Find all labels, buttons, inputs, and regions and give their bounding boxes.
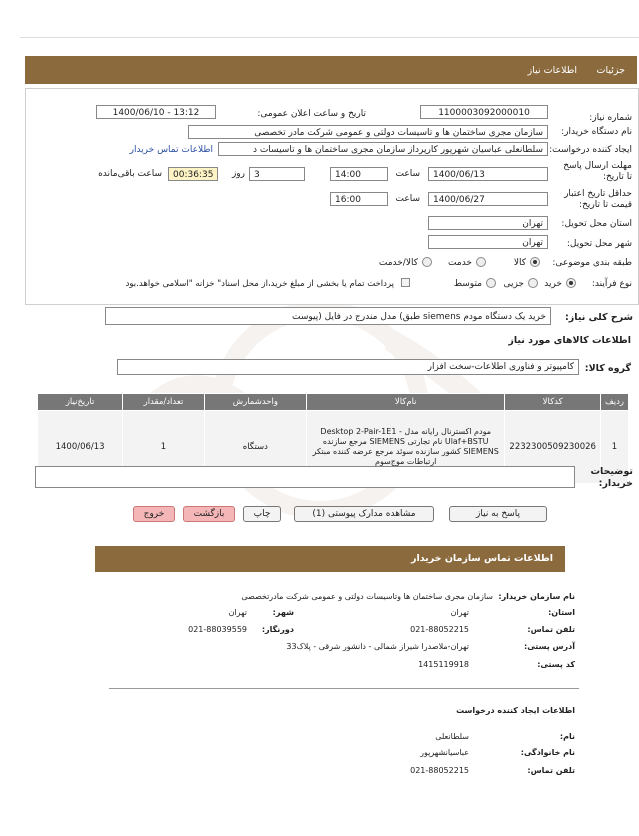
process-label: نوع فرآیند: [591,279,632,289]
buyer-notes-field [35,466,575,488]
requester-label: ایجاد کننده درخواست: [549,145,632,155]
deadline-date-field: 1400/06/13 [428,167,548,181]
reply-button[interactable]: پاسخ به نیاز [449,506,547,522]
city-field: تهران [428,235,548,249]
cell-date: 1400/06/13 [38,411,123,484]
category-goods-label: کالا [513,258,526,268]
creator-family: عباسیانشهرپور [420,748,469,757]
cell-name: مودم اکسترنال رایانه مدل Desktop 2-Pair-1E1 -Ulaf+BSTU نام تجارتی SIEMENS مرجع سازنده SIEMENS کشور سازنده سوئد مرجع عرضه کننده مبتکر ارتباطات موج‌سوم [306,411,504,484]
contact-fax-label: دورنگار: [261,625,294,634]
col-name: نام‌کالا [306,394,504,411]
days-label: روز [231,169,245,179]
print-button[interactable]: چاپ [243,506,281,522]
contact-phone: 021-88052215 [410,625,469,634]
province-label: استان محل تحویل: [561,219,632,229]
remaining-time-label: ساعت باقی‌مانده [98,169,162,179]
cell-qty: 1 [123,411,205,484]
col-qty: تعداد/مقدار [123,394,205,411]
col-unit: واحدشمارش [204,394,306,411]
buyer-contact-link[interactable]: اطلاعات تماس خریدار [129,145,213,155]
description-field: خرید یک دستگاه مودم siemens طبق) مدل مندرج در فایل (پیوست [105,307,551,325]
contact-postal: 1415119918 [418,660,469,669]
contact-org: سازمان مجری ساختمان ها وتاسیسات دولتی و عمومی شرکت مادرتخصصی [241,592,493,601]
contact-divider [109,688,579,689]
header-title: جزئیات [596,65,625,76]
deadline-time-field: 14:00 [330,167,388,181]
back-button[interactable]: بازگشت [183,506,235,522]
attachments-button[interactable]: مشاهده مدارک پیوستی (1) [294,506,434,522]
process-small-radio[interactable] [528,278,538,288]
validity-date-field: 1400/06/27 [428,192,548,206]
remaining-time-field: 00:36:35 [168,167,218,181]
creator-name-label: نام: [559,732,575,741]
category-goods-radio[interactable] [530,257,540,267]
exit-button[interactable]: خروج [133,506,175,522]
need-number-field: 1100003092000010 [420,105,548,119]
process-buy-radio[interactable] [566,278,576,288]
province-field: تهران [428,216,548,230]
contact-province-label: استان: [548,608,575,617]
header-subtitle: اطلاعات نیاز [527,65,577,76]
process-buy-label: خرید [544,279,562,289]
contact-title: اطلاعات تماس سازمان خریدار [410,553,553,564]
contact-city: تهران [228,608,247,617]
category-both-radio[interactable] [422,257,432,267]
deadline-label: مهلت ارسال پاسخ تا تاریخ: [563,161,632,182]
contact-city-label: شهر: [272,608,294,617]
cell-row: 1 [600,411,628,484]
goods-group-field: کامپیوتر و فناوری اطلاعات-سخت افزار [117,359,579,375]
cell-code: 2232300509230026 [505,411,601,484]
process-medium-label: متوسط [453,279,482,289]
contact-fax: 021-88039559 [188,625,247,634]
contact-phone-label: تلفن تماس: [527,625,575,634]
city-label: شهر محل تحویل: [566,239,632,249]
creator-phone: 021-88052215 [410,766,469,775]
buyer-org-label: نام دستگاه خریدار: [561,127,632,137]
process-medium-radio[interactable] [486,278,496,288]
creator-phone-label: تلفن تماس: [527,766,575,775]
col-date: تاریخ‌نیاز [38,394,123,411]
description-label: شرح کلی نیاز: [564,312,633,323]
goods-section-title: اطلاعات کالاهای مورد نیاز [508,335,631,346]
category-service-radio[interactable] [476,257,486,267]
treasury-note: پرداخت تمام یا بخشی از مبلغ خرید،از محل اسناد" خزانه "اسلامی خواهد.بود [125,279,394,289]
requester-field: سلطانعلی عباسیان شهرپور کارپرداز سازمان مجری ساختمان ها و تاسیسات د [218,142,548,156]
contact-address-label: آدرس پستی: [524,642,575,651]
contact-province: تهران [450,608,469,617]
goods-group-label: گروه کالا: [584,363,631,374]
days-field: 3 [249,167,305,181]
creator-family-label: نام خانوادگی: [520,748,575,757]
category-both-label: کالا/خدمت [378,258,418,268]
buyer-notes-label: توضیحات خریدار: [590,466,633,489]
buyer-org-field: سازمان مجری ساختمان ها و تاسیسات دولتی و عمومی شرکت مادر تخصصی [188,125,548,139]
contact-postal-label: کد پستی: [537,660,575,669]
validity-time-label: ساعت [395,194,420,204]
contact-header-bar [95,546,565,572]
need-number-label: شماره نیاز: [589,113,632,123]
contact-org-label: نام سازمان خریدار: [498,592,575,601]
validity-time-field: 16:00 [330,192,388,206]
creator-name: سلطانعلی [435,732,469,741]
category-label: طبقه بندی موضوعی: [552,258,632,268]
col-row: ردیف [600,394,628,411]
category-service-label: خدمت [448,258,472,268]
cell-unit: دستگاه [204,411,306,484]
need-info-panel [25,88,639,305]
col-code: کدکالا [505,394,601,411]
page-header-bar [25,56,637,84]
validity-label: حداقل تاریخ اعتبار قیمت تا تاریخ: [564,189,632,210]
top-divider [20,37,639,38]
creator-title: اطلاعات ایجاد کننده درخواست [456,706,575,715]
goods-table-header [38,394,629,411]
treasury-checkbox[interactable] [401,278,410,287]
contact-address: تهران-ملاصدرا شیراز شمالی - دانشور شرقی - پلاک33 [286,642,469,651]
process-small-label: جزیی [503,279,524,289]
announce-field: 1400/06/10 - 13:12 [96,105,216,119]
deadline-time-label: ساعت [395,169,420,179]
announce-label: تاریخ و ساعت اعلان عمومی: [257,109,366,119]
